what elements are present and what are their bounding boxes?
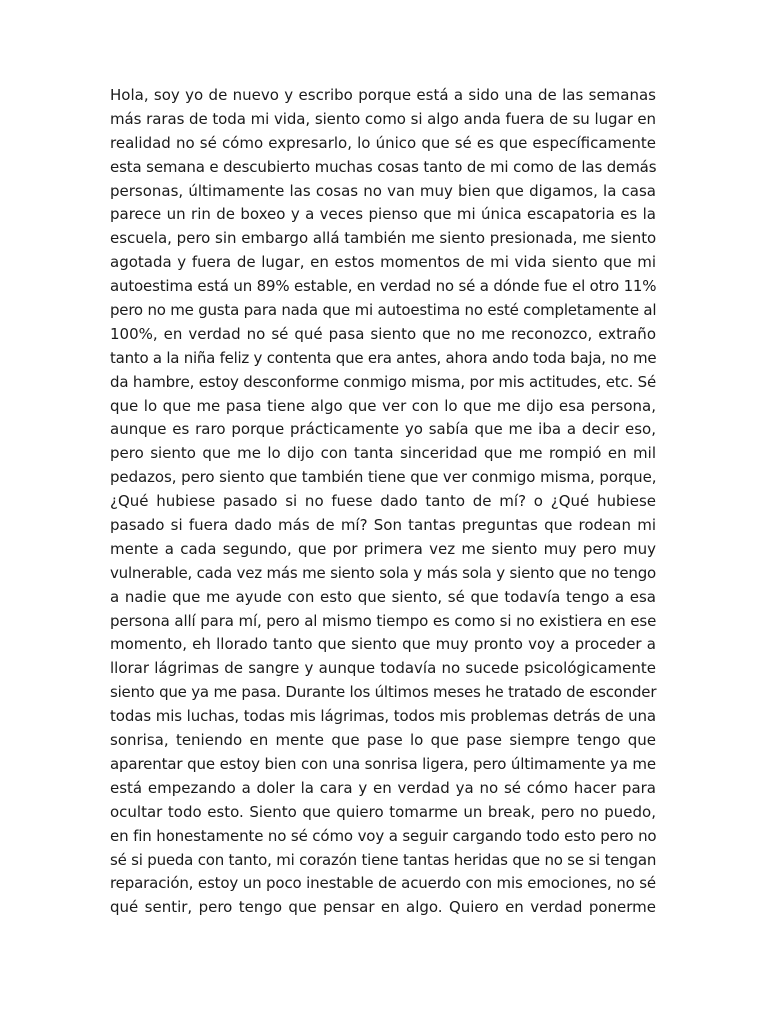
- text-line: siento que ya me pasa. Durante los últimos meses he tratado de esconder: [110, 683, 657, 702]
- text-line: ¿Qué hubiese pasado si no fuese dado tanto de mí? o ¿Qué hubiese: [110, 492, 656, 511]
- text-line: realidad no sé cómo expresarlo, lo único que sé es que específicamente: [110, 133, 656, 152]
- text-line: que lo que me pasa tiene algo que ver con lo que me dijo esa persona,: [110, 396, 656, 415]
- text-line: agotada y fuera de lugar, en estos momentos de mi vida siento que mi: [110, 253, 656, 272]
- text-line: sonrisa, teniendo en mente que pase lo que pase siempre tengo que: [110, 731, 656, 750]
- text-line: más raras de toda mi vida, siento como si algo anda fuera de su lugar en: [110, 109, 656, 128]
- text-line: aunque es raro porque prácticamente yo sabía que me iba a decir eso,: [110, 420, 656, 439]
- text-line: llorar lágrimas de sangre y aunque todavía no sucede psicológicamente: [110, 659, 656, 678]
- text-line: momento, eh llorado tanto que siento que muy pronto voy a proceder a: [110, 635, 656, 654]
- text-line: en fin honestamente no sé cómo voy a seguir cargando todo esto pero no: [110, 826, 657, 845]
- text-line: escuela, pero sin embargo allá también me siento presionada, me siento: [110, 229, 657, 248]
- text-line: aparentar que estoy bien con una sonrisa ligera, pero últimamente ya me: [110, 754, 656, 773]
- text-line: a nadie que me ayude con esto que siento, sé que todavía tengo a esa: [110, 587, 656, 606]
- text-line: qué sentir, pero tengo que pensar en algo. Quiero en verdad ponerme: [110, 898, 656, 917]
- text-line: reparación, estoy un poco inestable de acuerdo con mis emociones, no sé: [110, 874, 656, 893]
- text-line: sé si pueda con tanto, mi corazón tiene tantas heridas que no se si tengan: [110, 850, 657, 869]
- text-line: 100%, en verdad no sé qué pasa siento que no me reconozco, extraño: [110, 324, 656, 343]
- text-line: pero siento que me lo dijo con tanta sinceridad que me rompió en mil: [110, 444, 656, 463]
- text-line: esta semana e descubierto muchas cosas tanto de mi como de las demás: [110, 157, 657, 176]
- text-line: está empezando a doler la cara y en verdad ya no sé cómo hacer para: [110, 778, 656, 797]
- text-line: da hambre, estoy desconforme conmigo misma, por mis actitudes, etc. Sé: [110, 372, 656, 391]
- text-line: pasado si fuera dado más de mí? Son tantas preguntas que rodean mi: [110, 516, 656, 535]
- text-line: autoestima está un 89% estable, en verdad no sé a dónde fue el otro 11%: [110, 277, 657, 296]
- text-line: pedazos, pero siento que también tiene que ver conmigo misma, porque,: [110, 468, 657, 487]
- text-line: personas, últimamente las cosas no van muy bien que digamos, la casa: [110, 181, 656, 200]
- text-line: vulnerable, cada vez más me siento sola y más sola y siento que no tengo: [110, 563, 656, 582]
- text-line: persona allí para mí, pero al mismo tiempo es como si no existiera en ese: [110, 611, 657, 630]
- text-line: tanto a la niña feliz y contenta que era antes, ahora ando toda baja, no me: [110, 348, 657, 367]
- text-line: Hola, soy yo de nuevo y escribo porque está a sido una de las semanas: [110, 86, 656, 104]
- text-line: ocultar todo esto. Siento que quiero tomarme un break, pero no puedo,: [110, 802, 656, 821]
- text-line: todas mis luchas, todas mis lágrimas, todos mis problemas detrás de una: [110, 707, 656, 726]
- body-text: [110, 84, 656, 920]
- text-line: parece un rin de boxeo y a veces pienso que mi única escapatoria es la: [110, 205, 656, 224]
- text-line: mente a cada segundo, que por primera vez me siento muy pero muy: [110, 539, 656, 558]
- text-line: pero no me gusta para nada que mi autoestima no esté completamente al: [110, 301, 657, 320]
